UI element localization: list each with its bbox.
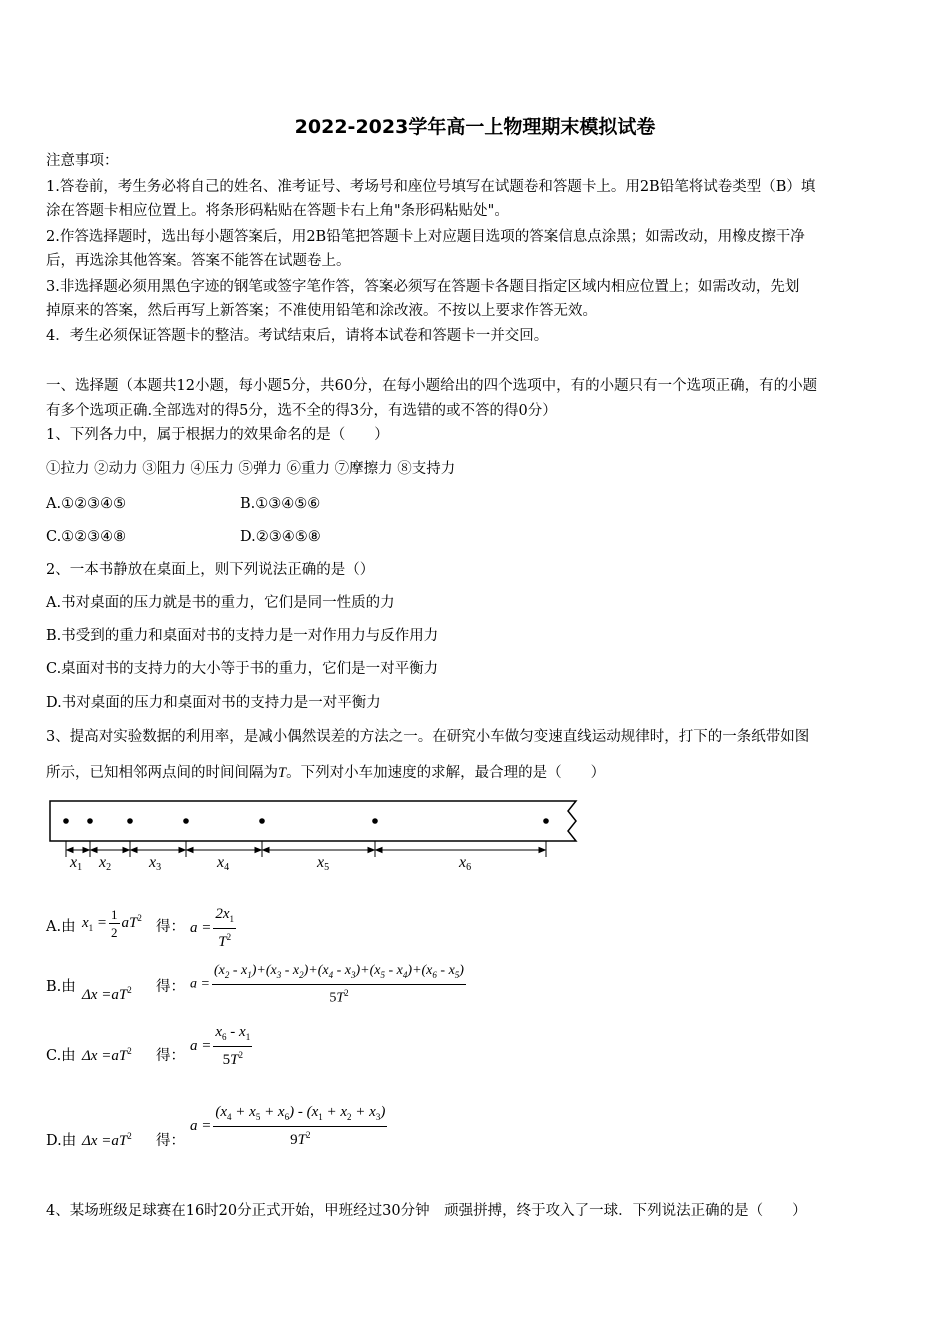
question-3-option-b-prefix: B.由: [46, 979, 76, 995]
tape-ticks: [66, 841, 546, 857]
question-2-option-d: D.书对桌面的压力和桌面对书的支持力是一对平衡力: [46, 695, 381, 711]
question-3-option-d-prefix: D.由: [46, 1133, 77, 1149]
stem-text: 所示，已知相邻两点间的时间间隔为: [46, 765, 278, 781]
question-3-stem: 3、提高对实验数据的利用率，是减小偶然误差的方法之一。在研究小车做匀变速直线运动规律时，打下的一条纸带如图: [46, 729, 810, 745]
notice-heading: 注意事项：: [46, 153, 119, 169]
question-4-stem: 4、某场班级足球赛在16时20分正式开始，甲班经过30分钟 顽强拼搏，终于攻入了一球．下列说法正确的是（ ）: [46, 1203, 807, 1219]
formula-b-given: $\Delta x =aT^2$: [82, 985, 132, 1003]
label-x3: x3: [149, 854, 162, 873]
notice-line: 3.非选择题必须用黑色字迹的钢笔或签字笔作答，答案必须写在答题卡各题目指定区域内相应位置上；如需改动，先划: [46, 279, 800, 295]
formula-d-result: a = $\frac{(x_4 + x_5 + x_6) - (x_1 + x_2 + x_3)}{9T^2}$: [190, 1104, 386, 1148]
question-3-stem-2: [46, 763, 605, 783]
formula-d-given: $\Delta x =aT^2$: [82, 1131, 132, 1149]
formula-c-connector: 得：: [156, 1048, 185, 1064]
formula-a-connector: 得：: [156, 919, 185, 935]
period-symbol: T: [278, 765, 287, 781]
notice-line: 2.作答选择题时，选出每小题答案后，用2B铅笔把答题卡上对应题目选项的答案信息点涂黑；如需改动，用橡皮擦干净: [46, 229, 805, 245]
formula-c-given: $\Delta x =aT^2$: [82, 1046, 132, 1064]
formula-b-connector: 得：: [156, 979, 185, 995]
paper-tape-diagram: [44, 795, 584, 875]
notice-line: 1.答卷前，考生务必将自己的姓名、准考证号、考场号和座位号填写在试题卷和答题卡上。用2B铅笔将试卷类型（B）填: [46, 179, 816, 195]
label-x6: x6: [459, 854, 472, 873]
question-2-option-c: C.桌面对书的支持力的大小等于书的重力，它们是一对平衡力: [46, 661, 439, 677]
formula-a-given: $x_1$ = $\frac{1}{2}$ $aT^2$: [82, 907, 142, 940]
notice-line: 涂在答题卡相应位置上。将条形码粘贴在答题卡右上角"条形码粘贴处"。: [46, 203, 509, 219]
notice-line: 后，再选涂其他答案。答案不能答在试题卷上。: [46, 253, 351, 269]
formula-a-result: a = $\frac{2x_1}{T^2}$: [190, 906, 235, 950]
section-heading: 一、选择题（本题共12小题，每小题5分，共60分，在每小题给出的四个选项中，有的小题只有一个选项正确，有的小题: [46, 378, 818, 394]
question-1-stem: 1、下列各力中，属于根据力的效果命名的是（ ）: [46, 427, 389, 443]
formula-d-connector: 得：: [156, 1133, 185, 1149]
question-3-option-a-prefix: A.由: [46, 919, 76, 935]
page-title: 2022-2023学年高一上物理期末模拟试卷: [294, 116, 656, 138]
question-1-option-b: B.①③④⑤⑥: [240, 496, 321, 512]
notice-line: 4．考生必须保证答题卡的整洁。考试结束后，请将本试卷和答题卡一并交回。: [46, 328, 549, 344]
formula-b-result: a = $\frac{(x_2 - x_1)+(x_3 - x_2)+(x_4 - x_3)+(x_5 - x_4)+(x_6 - x_5)}{5T^2}$: [190, 963, 464, 1006]
question-1-option-a: A.①②③④⑤: [46, 496, 127, 512]
question-1-items: ①拉力 ②动力 ③阻力 ④压力 ⑤弹力 ⑥重力 ⑦摩擦力 ⑧支持力: [46, 461, 456, 477]
question-2-option-b: B.书受到的重力和桌面对书的支持力是一对作用力与反作用力: [46, 628, 439, 644]
question-3-option-c-prefix: C.由: [46, 1048, 76, 1064]
question-1-option-d: D.②③④⑤⑧: [240, 529, 321, 545]
tape-dots: [63, 818, 549, 824]
label-x1: x1: [70, 854, 83, 873]
question-2-stem: 2、一本书静放在桌面上，则下列说法正确的是（）: [46, 562, 375, 578]
question-1-option-c: C.①②③④⑧: [46, 529, 127, 545]
notice-line: 掉原来的答案，然后再写上新答案；不准使用铅笔和涂改液。不按以上要求作答无效。: [46, 303, 597, 319]
tape-dimensions: [67, 848, 545, 853]
formula-c-result: a = $\frac{x_6 - x_1}{5T^2}$: [190, 1024, 251, 1068]
stem-text: 。下列对小车加速度的求解，最合理的是（ ）: [286, 765, 606, 781]
section-heading: 有多个选项正确.全部选对的得5分，选不全的得3分，有选错的或不答的得0分）: [46, 403, 557, 419]
label-x5: x5: [317, 854, 330, 873]
question-2-option-a: A.书对桌面的压力就是书的重力，它们是同一性质的力: [46, 595, 395, 611]
label-x2: x2: [99, 854, 112, 873]
label-x4: x4: [217, 854, 230, 873]
